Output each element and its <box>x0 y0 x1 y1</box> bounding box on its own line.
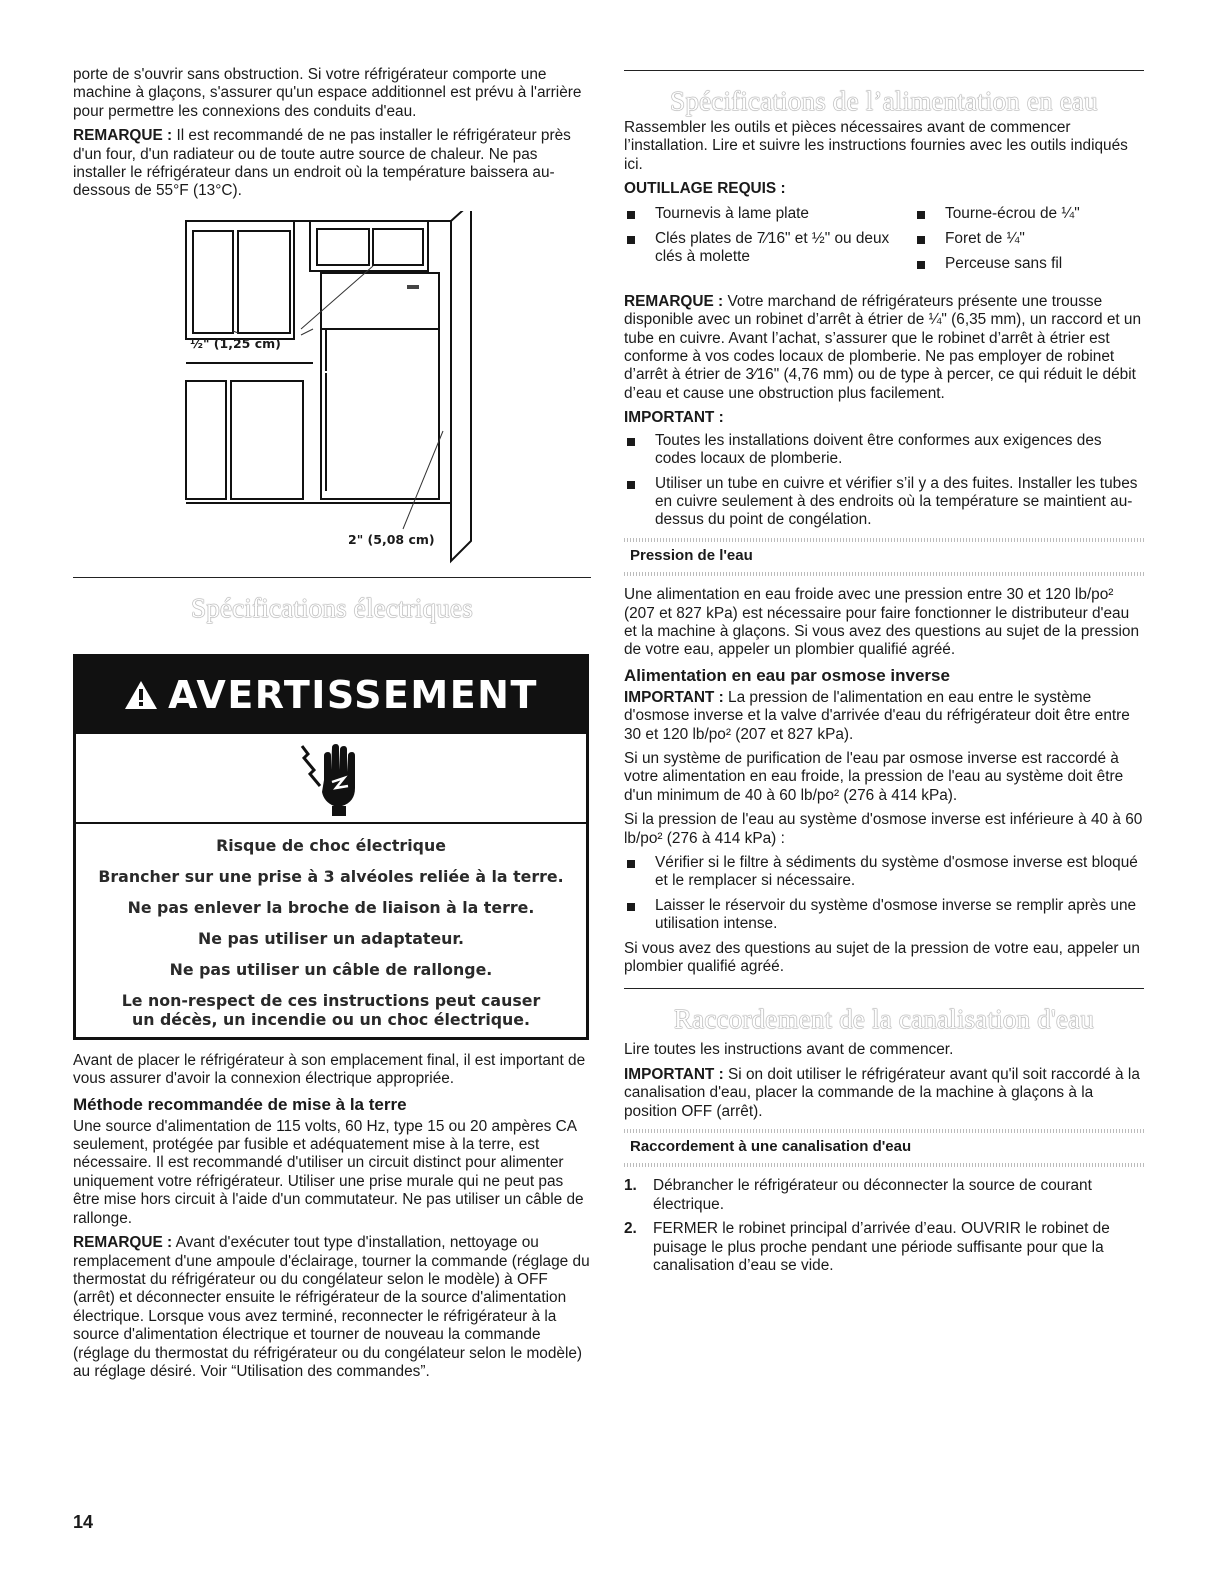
important-label: IMPORTANT : <box>624 1065 724 1083</box>
tools-list-right <box>914 205 1080 281</box>
list-item: Laisser le réservoir du système d'osmose inverse se remplir après une utilisation intense. <box>624 897 1144 934</box>
important-text: Si on doit utiliser le réfrigérateur avant qu'il soit raccordé à la canalisation d'eau, placer la commande de la machine à glaçons à la position OFF (arrêt). <box>624 1065 1140 1120</box>
refrigerator-cabinet-illustration <box>73 211 591 566</box>
warning-line: Ne pas enlever la broche de liaison à la terre. <box>127 897 535 917</box>
note-text-2: Avant d'exécuter tout type d'installation, nettoyage ou remplacement d'une ampoule d'éclairage, tourner la commande (réglage du thermostat du réfrigérateur ou du congélateur selon le modèle) à OFF (arrêt) et déconnecter ensuite le réfrigérateur de la source d'alimentation électrique. Lorsque vous avez terminé, reconnecter le réfrigérateur à la source d'alimentation électrique et tourner de nouveau la commande (réglage du thermostat du réfrigérateur ou du congélateur selon le modèle) au réglage désiré. Voir “Utilisation des commandes”. <box>73 1234 590 1380</box>
top-clearance-label: ½" (1,25 cm) <box>190 335 281 351</box>
warning-line: Ne pas utiliser un adaptateur. <box>198 928 464 948</box>
water-pressure-heading: Pression de l'eau <box>630 546 753 564</box>
important-label: IMPORTANT : <box>624 688 724 706</box>
note-text: Il est recommandé de ne pas installer le réfrigérateur près d'un four, d'un radiateur ou de toute autre source de chaleur. Ne pas installer le réfrigérateur dans un endroit où la température baissera au-dessous de 55°F (13°C). <box>73 127 571 200</box>
note-label-2: REMARQUE : <box>73 1234 173 1252</box>
page-number: 14 <box>73 1512 94 1532</box>
list-item: Vérifier si le filtre à sédiments du système d'osmose inverse est bloqué et le remplacer si nécessaire. <box>624 854 1144 891</box>
warning-text <box>76 824 586 1037</box>
connection-steps-list <box>624 1177 1144 1275</box>
note-text: Votre marchand de réfrigérateurs présente une trousse disponible avec un robinet d’arrêt à étrier de ¼" (6,35 mm), un raccord et un tube en cuivre. Avant l’achat, s’assurer que le robinet d’arrêt à étrier est conforme à vos codes locaux de plomberie. Ne pas employer de robinet d’arrêt à étrier de 3⁄16" (4,76 mm) ou de type à percer, ce qui réduit le débit d’eau et cause une obstruction plus facilement. <box>624 292 1142 402</box>
ro-important-paragraph <box>624 689 1144 744</box>
list-item <box>624 1177 1144 1214</box>
tools-required-label: OUTILLAGE REQUIS : <box>624 180 786 198</box>
note-paragraph <box>73 127 591 201</box>
important-text: La pression de l'alimentation en eau entre le système d'osmose inverse et la valve d'arrivée d'eau du réfrigérateur doit être entre 30 et 120 lb/po² (207 et 827 kPa). <box>624 688 1130 743</box>
right-column <box>624 70 1144 1282</box>
list-item: Tourne-écrou de ¼" <box>914 205 1080 223</box>
note-label: REMARQUE : <box>624 292 724 310</box>
grounding-paragraph: Une source d'alimentation de 115 volts, 60 Hz, type 15 ou 20 ampères CA seulement, protégée par fusible et adéquatement mise à la terre, est nécessaire. Il est recommandé d'utiliser un circuit distinct pour alimenter uniquement votre réfrigérateur. Utiliser une prise murale qui ne peut pas être mise hors circuit à l'aide d'un commutateur. Ne pas utiliser un câble de rallonge. <box>73 1117 584 1227</box>
left-column <box>73 66 591 1387</box>
note-label: REMARQUE : <box>73 127 173 145</box>
list-item: Clés plates de 7⁄16" et ½" ou deux clés à molette <box>624 230 914 267</box>
note-paragraph-2 <box>73 1234 591 1381</box>
list-item: Utiliser un tube en cuivre et vérifier s’il y a des fuites. Installer les tubes en cuivre seulement à des endroits où la température se maintient au-dessus du point de congélation. <box>624 475 1144 530</box>
warning-triangle-icon <box>124 680 158 710</box>
step-text: Débrancher le réfrigérateur ou déconnecter la source de courant électrique. <box>653 1177 1092 1213</box>
water-supply-section-title: Spécifications de l’alimentation en eau <box>670 86 1098 116</box>
electric-shock-hand-icon <box>298 740 368 820</box>
warning-line: Ne pas utiliser un câble de rallonge. <box>169 959 493 979</box>
list-item <box>624 1220 1144 1275</box>
connection-important-paragraph <box>624 1066 1144 1121</box>
section-divider <box>624 70 1144 71</box>
water-intro-paragraph: Rassembler les outils et pièces nécessaires avant de commencer l’installation. Lire et suivre les instructions fournies avec les outils indiqués ici. <box>624 119 1128 173</box>
list-item: Perceuse sans fil <box>914 255 1080 273</box>
warning-icon-area <box>76 734 586 824</box>
reverse-osmosis-heading: Alimentation en eau par osmose inverse <box>624 665 950 685</box>
ro-paragraph-4: Si vous avez des questions au sujet de la pression de votre eau, appeler un plombier qualifié agréé. <box>624 939 1140 976</box>
water-pressure-heading-box <box>624 538 1144 576</box>
electrical-section-title: Spécifications électriques <box>191 592 473 623</box>
warning-line: Risque de choc électrique <box>216 835 446 855</box>
ro-paragraph-3: Si la pression de l'eau au système d'osmose inverse est inférieure à 40 à 60 lb/po² (276 à 414 kPa) : <box>624 811 1143 847</box>
grounding-method-heading: Méthode recommandée de mise à la terre <box>73 1094 407 1114</box>
ro-list <box>624 854 1144 934</box>
important-label: IMPORTANT : <box>624 409 724 427</box>
list-item: Tournevis à lame plate <box>624 205 914 223</box>
tools-list <box>624 205 1144 285</box>
section-divider <box>624 988 1144 989</box>
tools-list-left <box>624 205 914 281</box>
step-text: FERMER le robinet principal d’arrivée d’eau. OUVRIR le robinet de puisage le plus proche pendant une période suffisante pour que la canalisation d’eau se vide. <box>653 1220 1110 1275</box>
connection-intro-paragraph: Lire toutes les instructions avant de commencer. <box>624 1041 954 1059</box>
water-line-connection-heading: Raccordement à une canalisation d'eau <box>630 1138 912 1156</box>
warning-header <box>76 657 586 734</box>
step-number: 1. <box>624 1177 637 1195</box>
list-item: Foret de ¼" <box>914 230 1080 248</box>
warning-title: AVERTISSEMENT <box>168 673 538 718</box>
warning-line: Le non-respect de ces instructions peut causer un décès, un incendie ou un choc électrique. <box>121 990 541 1029</box>
section-divider <box>73 577 591 578</box>
warning-line: Brancher sur une prise à 3 alvéoles reliée à la terre. <box>98 866 564 886</box>
ro-paragraph-2: Si un système de purification de l'eau par osmose inverse est raccordé à votre alimentation en eau froide, la pression de l'eau au système doit être d'un minimum de 40 à 60 lb/po² (276 à 414 kPa). <box>624 749 1124 804</box>
water-line-connection-section-title: Raccordement de la canalisation d'eau <box>673 1004 1095 1035</box>
list-item: Toutes les installations doivent être conformes aux exigences des codes locaux de plomberie. <box>624 432 1144 469</box>
water-note-paragraph <box>624 293 1144 403</box>
refrigerator-clearance-figure <box>73 211 591 566</box>
intro-paragraph: porte de s'ouvrir sans obstruction. Si votre réfrigérateur comporte une machine à glaçons, s'assurer qu'un espace additionnel est prévu à l'arrière pour permettre les connexions des conduits d'eau. <box>73 66 582 120</box>
water-pressure-paragraph: Une alimentation en eau froide avec une pression entre 30 et 120 lb/po² (207 et 827 kPa) est nécessaire pour faire fonctionner le distributeur d'eau et la machine à glaçons. Si vous avez des questions au sujet de la pression de votre eau, appeler un plombier qualifié agréé. <box>624 586 1140 659</box>
bottom-clearance-label: 2" (5,08 cm) <box>348 531 435 547</box>
water-line-connection-heading-box <box>624 1129 1144 1167</box>
warning-box <box>73 654 589 1040</box>
important-list <box>624 432 1144 530</box>
after-warning-paragraph: Avant de placer le réfrigérateur à son emplacement final, il est important de vous assurer d'avoir la connexion électrique appropriée. <box>73 1051 586 1088</box>
step-number: 2. <box>624 1220 637 1238</box>
